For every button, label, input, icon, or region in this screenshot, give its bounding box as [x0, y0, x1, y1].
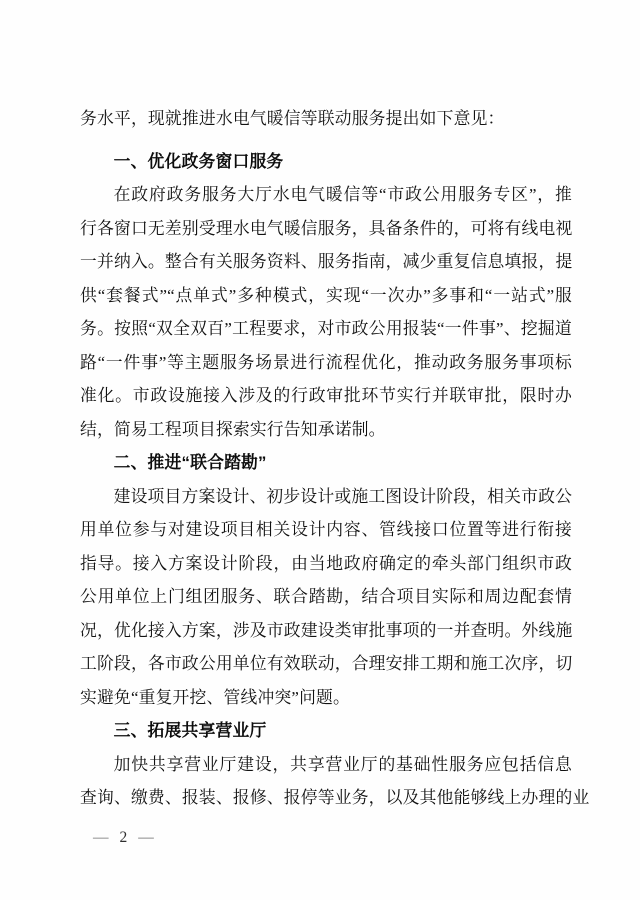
- text-line: 路“一件事”等主题服务场景进行流程优化，推动政务服务事项标: [80, 352, 572, 372]
- page-footer: [86, 826, 161, 850]
- text-line: 加快共享营业厅建设，共享营业厅的基础性服务应包括信息: [113, 754, 572, 774]
- text-line: 公用单位上门组团服务、联合踏勘，结合项目实际和周边配套情: [80, 587, 572, 606]
- text-line: 行各窗口无差别受理水电气暖信服务，具备条件的，可将有线电视: [80, 218, 573, 238]
- section-heading: 一、优化政务窗口服务: [113, 151, 284, 171]
- page-number: 2: [119, 829, 128, 846]
- text-line: 准化。市政设施接入涉及的行政审批环节实行并联审批，限时办: [80, 386, 572, 405]
- body-text: [80, 102, 590, 815]
- footer-dash-right: —: [138, 829, 154, 846]
- text-line: 用单位参与对建设项目相关设计内容、管线接口位置等进行衔接: [80, 520, 572, 539]
- text-line: 况，优化接入方案，涉及市政建设类审批事项的一并查明。外线施: [80, 620, 573, 640]
- text-line: 实避免“重复开挖、管线冲突”问题。: [80, 687, 351, 707]
- text-line: 务水平，现就推进水电气暖信等联动服务提出如下意见：: [80, 109, 505, 128]
- section-heading: 三、拓展共享营业厅: [113, 721, 267, 740]
- text-line: 查询、缴费、报装、报修、报停等业务，以及其他能够线上办理的业: [80, 788, 590, 807]
- text-line: 供“套餐式”“点单式”多种模式，实现“一次办”多事和“一站式”服: [80, 285, 572, 305]
- text-line: 建设项目方案设计、初步设计或施工图设计阶段，相关市政公: [113, 486, 573, 506]
- footer-dash-left: —: [93, 829, 109, 846]
- text-line: 指导。接入方案设计阶段，由当地政府确定的牵头部门组织市政: [80, 553, 572, 573]
- text-line: 在政府政务服务大厅水电气暖信等“市政公用服务专区”，推: [113, 185, 572, 204]
- text-line: 结，简易工程项目探索实行告知承诺制。: [80, 419, 386, 439]
- text-line: 务。按照“双全双百”工程要求，对市政公用报装“一件事”、挖掘道: [80, 319, 572, 338]
- text-line: 一并纳入。整合有关服务资料、服务指南，减少重复信息填报，提: [80, 252, 573, 271]
- section-heading: 二、推进“联合踏勘”: [113, 453, 267, 472]
- text-line: 工阶段，各市政公用单位有效联动，合理安排工期和施工次序，切: [80, 654, 573, 673]
